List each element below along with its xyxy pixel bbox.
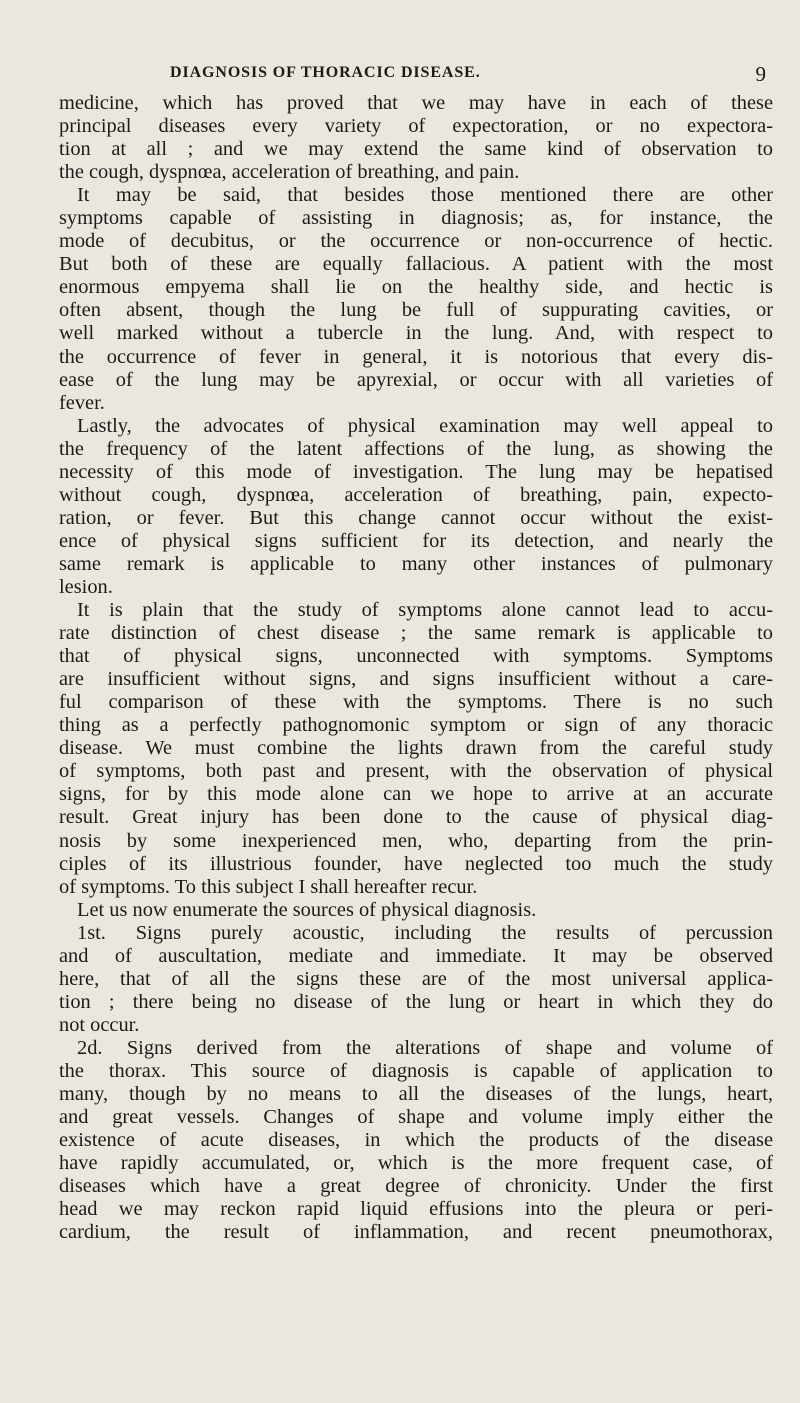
text-line: and of auscultation, mediate and immediate. It may be observed (59, 944, 773, 967)
text-line: that of physical signs, unconnected with symptoms. Symptoms (59, 645, 773, 668)
text-line: medicine, which has proved that we may have in each of these (59, 92, 773, 114)
text-line: of symptoms, both past and present, with the observation of physical (59, 760, 773, 783)
text-line: ration, or fever. But this change cannot occur without the exist- (59, 506, 773, 529)
text-line: enormous empyema shall lie on the healthy side, and hectic is (59, 276, 773, 299)
text-line: the frequency of the latent affections of the lung, as showing the (59, 437, 773, 460)
text-line: the cough, dyspnœa, acceleration of breathing, and pain. (59, 161, 520, 184)
text-line: disease. We must combine the lights drawn from the careful study (59, 737, 773, 760)
text-line: many, though by no means to all the diseases of the lungs, heart, (59, 1083, 773, 1106)
text-line: without cough, dyspnœa, acceleration of breathing, pain, expecto- (59, 483, 773, 506)
text-line: ence of physical signs sufficient for its detection, and nearly the (59, 529, 773, 552)
text-line: 2d. Signs derived from the alterations of shape and volume of (77, 1036, 773, 1059)
text-line: ciples of its illustrious founder, have neglected too much the study (59, 852, 773, 875)
text-line: are insufficient without signs, and signs insufficient without a care- (59, 668, 773, 691)
text-line: here, that of all the signs these are of the most universal applica- (59, 967, 773, 990)
text-line: nosis by some inexperienced men, who, departing from the prin- (59, 829, 773, 852)
text-line: and great vessels. Changes of shape and volume imply either the (59, 1106, 773, 1129)
text-line: ful comparison of these with the symptoms. There is no such (59, 691, 773, 714)
text-line: principal diseases every variety of expectoration, or no expectora- (59, 115, 773, 138)
text-line: symptoms capable of assisting in diagnosis; as, for instance, the (59, 207, 773, 230)
text-line: existence of acute diseases, in which the products of the disease (59, 1129, 773, 1152)
text-line: fever. (59, 391, 105, 414)
running-title: DIAGNOSIS OF THORACIC DISEASE. (170, 64, 481, 81)
text-line: rate distinction of chest disease ; the same remark is applicable to (59, 622, 773, 645)
text-line: the occurrence of fever in general, it is notorious that every dis- (59, 345, 773, 368)
text-line: have rapidly accumulated, or, which is the more frequent case, of (59, 1152, 773, 1175)
text-line: ease of the lung may be apyrexial, or occur with all varieties of (59, 368, 773, 391)
text-line: tion ; there being no disease of the lung or heart in which they do (59, 990, 773, 1013)
body-text (59, 92, 773, 1244)
text-line: often absent, though the lung be full of suppurating cavities, or (59, 299, 773, 322)
text-line: diseases which have a great degree of chronicity. Under the first (59, 1175, 773, 1198)
text-line: necessity of this mode of investigation. The lung may be hepatised (59, 460, 773, 483)
text-line: the thorax. This source of diagnosis is capable of application to (59, 1059, 773, 1082)
text-line: head we may reckon rapid liquid effusions into the pleura or peri- (59, 1198, 773, 1221)
text-line: It may be said, that besides those mentioned there are other (77, 184, 773, 207)
text-line: thing as a perfectly pathognomonic symptom or sign of any thoracic (59, 714, 773, 737)
page-header (170, 64, 772, 88)
text-line: signs, for by this mode alone can we hope to arrive at an accurate (59, 783, 773, 806)
text-line: cardium, the result of inflammation, and recent pneumothorax, (59, 1221, 773, 1244)
text-line: tion at all ; and we may extend the same kind of observation to (59, 138, 773, 161)
text-line: same remark is applicable to many other instances of pulmonary (59, 552, 773, 575)
text-line: But both of these are equally fallacious. A patient with the most (59, 253, 773, 276)
text-line: well marked without a tubercle in the lung. And, with respect to (59, 322, 773, 345)
text-line: of symptoms. To this subject I shall hereafter recur. (59, 875, 478, 898)
text-line: result. Great injury has been done to the cause of physical diag- (59, 806, 773, 829)
text-line: mode of decubitus, or the occurrence or non-occurrence of hectic. (59, 230, 773, 253)
text-line: It is plain that the study of symptoms alone cannot lead to accu- (77, 599, 773, 622)
page-number: 9 (755, 62, 766, 86)
text-line: 1st. Signs purely acoustic, including the results of percussion (77, 921, 773, 944)
text-line: Lastly, the advocates of physical examination may well appeal to (77, 414, 773, 437)
text-line: lesion. (59, 575, 113, 598)
text-line: not occur. (59, 1013, 140, 1036)
text-line: Let us now enumerate the sources of physical diagnosis. (77, 898, 537, 921)
